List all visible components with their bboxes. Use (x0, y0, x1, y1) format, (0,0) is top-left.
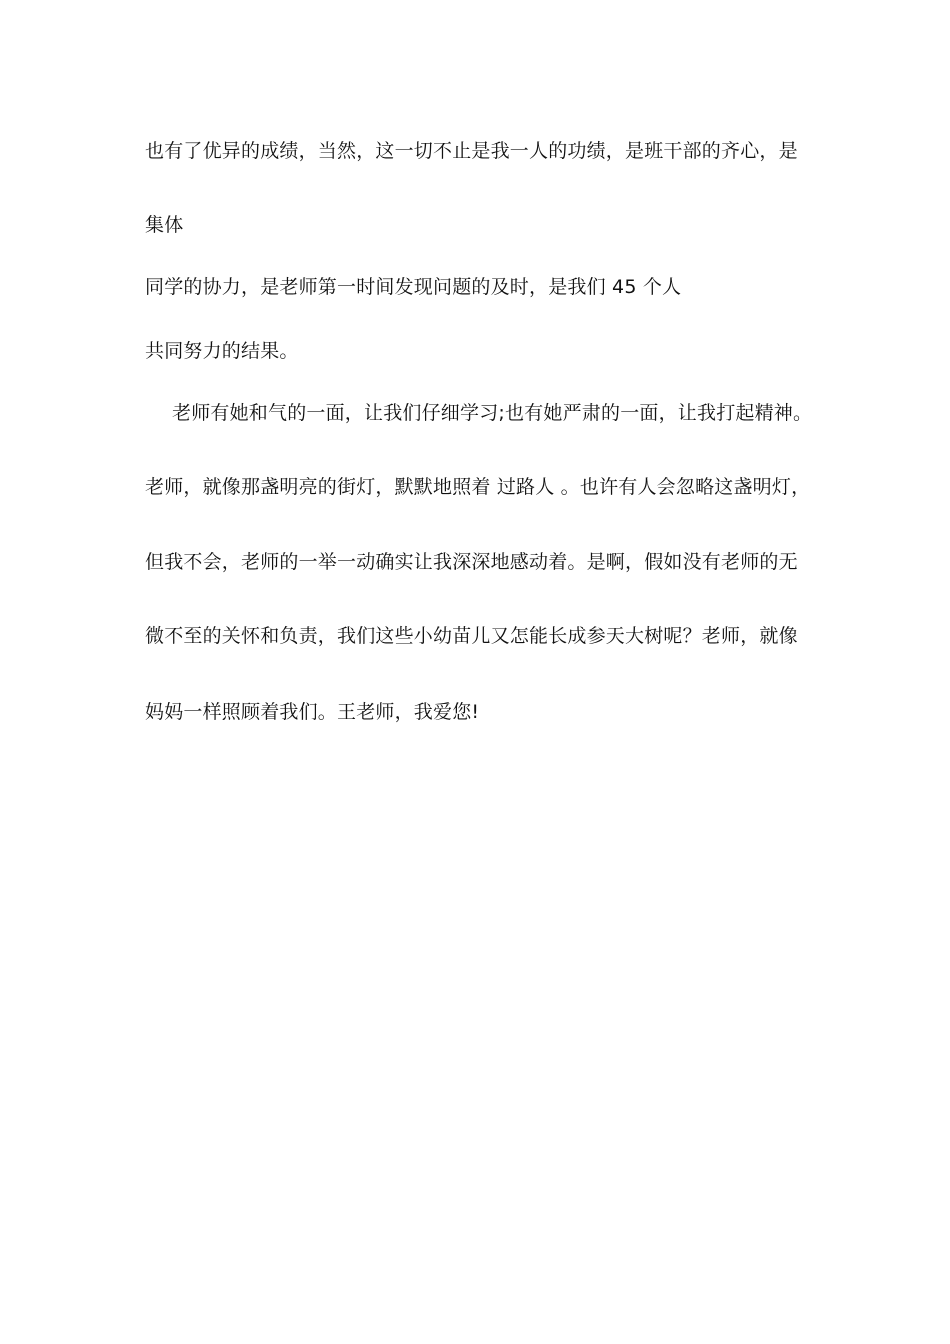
paragraph-2-line-5: 妈妈一样照顾着我们。王老师，我爱您! (145, 701, 480, 723)
text-line-4: 共同努力的结果。 (145, 340, 299, 362)
text-line-1: 也有了优异的成绩，当然，这一切不止是我一人的功绩，是班干部的齐心，是 (145, 140, 798, 162)
paragraph-2-line-2: 老师，就像那盏明亮的街灯，默默地照着 过路人 。也许有人会忽略这盏明灯， (145, 476, 811, 498)
paragraph-2-line-3: 但我不会，老师的一举一动确实让我深深地感动着。是啊，假如没有老师的无 (145, 551, 798, 573)
paragraph-2-line-1: 老师有她和气的一面，让我们仔细学习;也有她严肃的一面，让我打起精神。 (172, 402, 813, 424)
paragraph-2-line-4: 微不至的关怀和负责，我们这些小幼苗儿又怎能长成参天大树呢？老师，就像 (145, 625, 798, 647)
text-line-2: 集体 (145, 214, 184, 236)
text-line-3: 同学的协力，是老师第一时间发现问题的及时，是我们 45 个人 (145, 276, 682, 298)
